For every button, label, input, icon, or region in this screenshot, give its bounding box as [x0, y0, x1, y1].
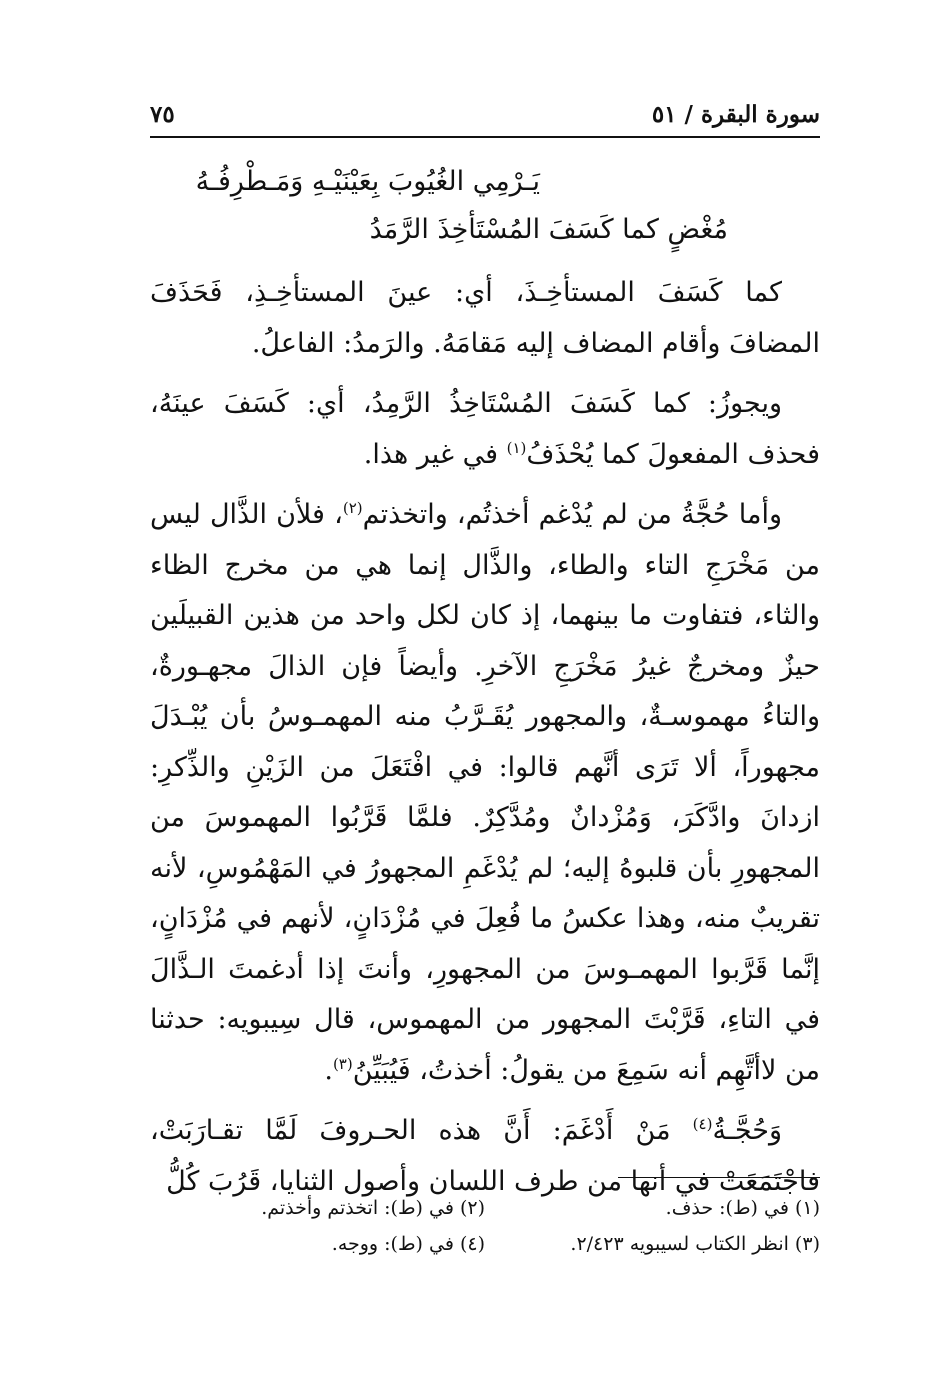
verse-line-1: يَـرْمِي الغُيُوبَ بِعَيْنَيْـهِ وَمَـطْرِفُـهُ — [195, 166, 540, 197]
paragraph-text: ويجوزُ: كما كَسَفَ المُسْتَاخِذُ الرَّمِدُ، أي: كَسَفَ عينَهُ، فحذف المفعولَ كما يُحْذَفُ — [150, 388, 820, 470]
paragraph — [150, 379, 820, 480]
paragraph-text: مَنْ أَدْغَمَ: أَنَّ هذه الحـروفَ لَمَّا تقـارَبَتْ، فاجْتَمَعَتْ في أنها من طرف اللسان وأصول الثنايا، قَرُبَ كُلُّ — [150, 1115, 820, 1197]
footnote: (٢) في (ط): اتخذتم وأخذتم. — [261, 1197, 485, 1219]
footnote: (١) في (ط): حذف. — [665, 1197, 820, 1219]
footnote-reference: (٢) — [342, 499, 363, 517]
body-text — [150, 268, 820, 1217]
footnote-reference: (٤) — [692, 1115, 713, 1133]
page-number: ٧٥ — [150, 100, 175, 128]
footnote-reference: (٣) — [332, 1054, 353, 1073]
page-header — [150, 96, 820, 132]
paragraph-text: . — [324, 1054, 333, 1086]
paragraph-text: في غير هذا. — [363, 438, 507, 470]
running-title: سورة البقرة / ٥١ — [651, 100, 820, 128]
paragraph-text: كما كَسَفَ المستأخِـذَ، أي: عينَ المستأخِـذِ، فَحَذَفَ المضافَ وأقام المضاف إليه مَقامَهُ. والرَمدُ: الفاعلُ. — [150, 277, 820, 359]
footnote-reference: (١) — [506, 438, 527, 457]
footnote: (٤) في (ط): ووجه. — [331, 1233, 485, 1255]
paragraph — [150, 268, 820, 369]
paragraph-text: ، فلأن الذَّال ليس من مَخْرَجِ التاء والطاء، والذَّال إنما هي من مخرج الظاء والثاء، فتفاوت ما بينهما، إذ كان لكل واحد من هذين القبيلَين حيزٌ ومخرجٌ غيرُ مَخْرَجِ الآخرِ. وأيضاً فإن الذالَ مجهـورةٌ، والتاءُ مهموسـةٌ، والمجهور يُقَـرَّبُ منه المهمـوسُ بأن يُبْـدَلَ مجهوراً، ألا تَرَى أنَّهم قالوا: في افْتَعَلَ من الزَيْنِ والذِّكرِ: ازدانَ وادَّكَرَ، وَمُزْدانٌ ومُدَّكِرٌ. فلمَّا قَرَّبُوا المهموسَ من المجهورِ بأن قلبوهُ إليه؛ لم يُدْغَمِ المجهورُ في المَهْمُوسِ، لأنه تقريبٌ منه، وهذا عكسُ ما فُعِلَ في مُزْدَانٍ، لأنهم في مُزْدَانٍ، إنَّما قَرَّبوا المهمـوسَ من المجهورِ، وأنتَ إذا أدغمتَ الـذَّالَ في التاءِ، قَرَّبْتَ المجهور من المهموس، قال سِيبويه: حدثنا من لاأتَّهِم أنه سَمِعَ من يقولُ: أخذتُ، فَيُبَيِّنُ — [150, 499, 821, 1086]
paragraph-text: وَحُجَّـةُ — [712, 1115, 782, 1146]
footnote-row — [150, 1226, 820, 1262]
footnote-row — [150, 1190, 820, 1226]
header-rule — [150, 136, 820, 138]
footnote: (٣) انظر الكتاب لسيبويه ٢/٤٢٣. — [570, 1233, 820, 1255]
footnote-rule — [618, 1177, 820, 1178]
paragraph — [150, 490, 820, 1096]
verse-line-2: مُغْضٍ كما كَسَفَ المُسْتَأخِذَ الرَّمَدُ — [369, 214, 728, 245]
footnotes — [150, 1190, 820, 1262]
paragraph-text: وأما حُجَّةُ من لم يُدْغم أخذتُم، واتخذتم — [362, 499, 783, 530]
